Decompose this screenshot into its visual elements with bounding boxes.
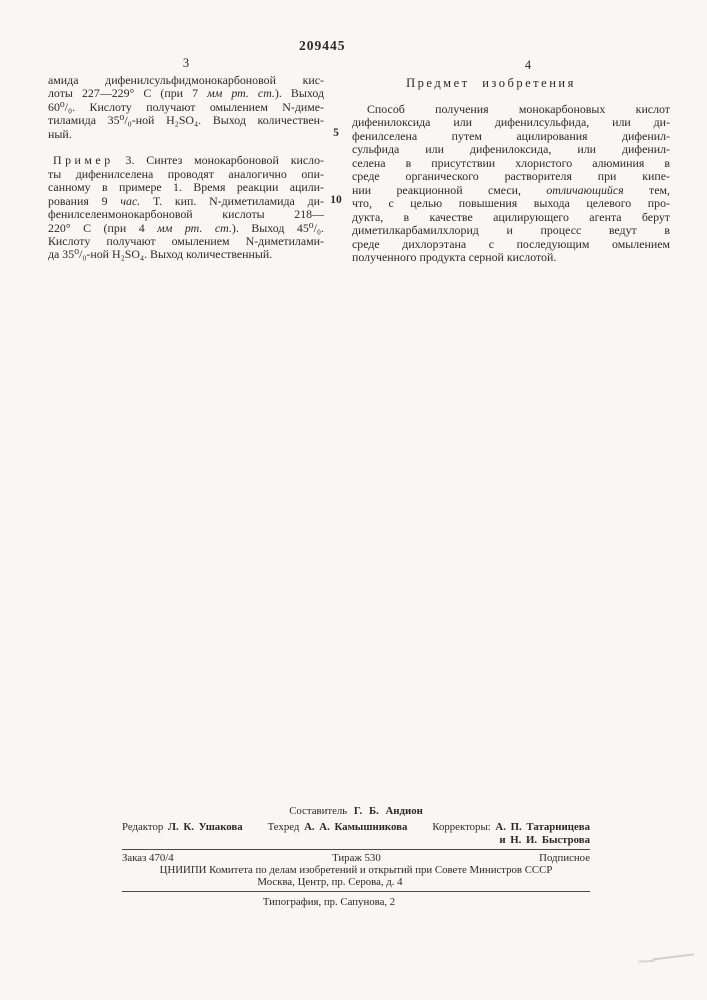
- text-line: [352, 130, 670, 143]
- text-segment: ). Выход: [274, 86, 324, 101]
- text-segment: сульфида или дифенилоксида, или дифенил-: [352, 142, 670, 157]
- footer-rule-top: [122, 849, 590, 850]
- publisher-line-1: ЦНИИПИ Комитета по делам изобретений и открытий при Совете Министров СССР: [159, 864, 553, 877]
- text-line: [48, 208, 324, 221]
- text-line: [48, 235, 324, 248]
- right-column-page-number: 4: [524, 58, 532, 72]
- text-segment: отличающийся: [546, 182, 624, 197]
- text-segment: 220° С (при 4: [48, 220, 158, 235]
- text-segment: среде дихлорэтана с последующим омылением: [352, 236, 670, 251]
- patent-number: 209445: [299, 38, 346, 53]
- publisher-line-2: Москва, Центр, пр. Серова, д. 4: [257, 876, 403, 889]
- order-number: Заказ 470/4: [122, 851, 174, 864]
- text-line: [352, 184, 670, 197]
- text-line: [48, 154, 324, 167]
- text-segment: Пример: [53, 153, 114, 168]
- text-segment: тем,: [623, 182, 670, 197]
- text-segment: лоты 227—229° С (при 7: [48, 86, 208, 101]
- techred-credit: [268, 821, 408, 833]
- techred-label: Техред: [267, 821, 300, 834]
- editor-name: Л. К. Ушакова: [167, 821, 243, 834]
- text-line: [352, 116, 670, 129]
- text-segment: санному в примере 1. Время реакции ацили-: [48, 180, 324, 195]
- paragraph: [48, 154, 324, 262]
- correctors-name-2: и Н. И. Быстрова: [499, 833, 590, 846]
- text-line: [352, 157, 670, 170]
- line-number-5: 5: [333, 127, 339, 139]
- text-line: [352, 197, 670, 210]
- text-segment: мм рт. ст.: [207, 86, 275, 101]
- editor-label: Редактор: [122, 821, 164, 834]
- text-segment: нии реакционной смеси,: [352, 182, 547, 197]
- text-line: [352, 211, 670, 224]
- text-line: [48, 87, 324, 100]
- order-row: [122, 852, 590, 864]
- text-segment: 60⁰/₀. Кислоту получают омылением N-диме-: [48, 99, 324, 114]
- right-column: [352, 58, 670, 264]
- compiler-label: Составитель: [289, 805, 348, 817]
- text-line: [352, 103, 670, 116]
- imprint-footer: [122, 805, 590, 908]
- text-line: [48, 101, 324, 114]
- left-column-page-number: 3: [182, 56, 190, 70]
- text-segment: Кислоту получают омылением N-диметилами-: [48, 233, 324, 248]
- paragraph: [352, 103, 670, 264]
- editor-credit: [122, 821, 243, 833]
- text-segment: рования 9: [48, 193, 121, 208]
- text-segment: что, с целью повышения выхода целевого про-: [352, 196, 670, 211]
- text-line: [48, 114, 324, 127]
- text-segment: амида дифенилсульфидмонокарбоновой кис-: [48, 73, 324, 87]
- text-segment: дукта, в качестве ацилирующего агента берут: [352, 209, 670, 224]
- left-column: [48, 56, 324, 262]
- left-column-text: [48, 74, 324, 262]
- line-number-10: 10: [330, 194, 342, 206]
- claims-heading: Предмет изобретения: [406, 76, 576, 90]
- text-line: [48, 195, 324, 208]
- text-segment: среде органического растворителя при кипе-: [352, 169, 670, 184]
- text-segment: ты дифенилселена проводят аналогично опи-: [48, 166, 324, 181]
- text-segment: фенилселена путем ацилирования дифенил-: [352, 128, 670, 143]
- editors-credit-row: [122, 821, 590, 833]
- correctors-credit: [432, 821, 590, 833]
- text-segment: 3. Синтез монокарбоновой кисло-: [113, 153, 324, 168]
- text-line: [352, 251, 670, 264]
- text-line: [352, 143, 670, 156]
- paragraph: [48, 74, 324, 141]
- text-segment: час.: [120, 193, 141, 208]
- text-segment: селена в присутствии хлористого алюминия в: [352, 155, 670, 170]
- text-segment: ный.: [48, 126, 72, 141]
- correctors-label: Корректоры:: [432, 821, 491, 834]
- text-line: [48, 128, 324, 141]
- text-line: [48, 181, 324, 194]
- printing-house: Типография, пр. Сапунова, 2: [262, 895, 396, 908]
- correctors-name: А. П. Татарницева: [495, 821, 590, 834]
- compiler-name: Г. Б. Андион: [353, 805, 423, 817]
- text-line: [48, 74, 324, 87]
- compiler-credit: [122, 805, 590, 817]
- circulation: Тираж 530: [332, 851, 381, 864]
- footer-rule-bottom: [122, 891, 590, 892]
- right-column-text: [352, 103, 670, 264]
- text-segment: Способ получения монокарбоновых кислот: [367, 102, 670, 116]
- text-segment: тиламида 35⁰/₀-ной H₂SO₄. Выход количествен-: [48, 113, 324, 128]
- text-segment: дифенилоксида или дифенилсульфида, или ди-: [352, 115, 670, 130]
- text-segment: мм рт. ст.: [157, 220, 232, 235]
- text-segment: да 35⁰/₀-ной H₂SO₄. Выход количественный.: [48, 247, 273, 262]
- text-segment: полученного продукта серной кислотой.: [352, 249, 557, 264]
- text-line: [48, 168, 324, 181]
- text-line: [352, 170, 670, 183]
- text-line: [48, 222, 324, 235]
- scan-artifact-mark: [652, 948, 695, 960]
- text-segment: фенилселенмонокарбоновой кислоты 218—: [48, 207, 324, 222]
- text-line: [352, 238, 670, 251]
- text-segment: Т. кип. N-диметиламида ди-: [140, 193, 324, 208]
- text-segment: диметилкарбамилхлорид и процесс ведут в: [352, 223, 670, 238]
- text-line: [352, 224, 670, 237]
- text-segment: ). Выход 45⁰/₀.: [231, 220, 324, 235]
- text-line: [48, 248, 324, 261]
- subscription-note: Подписное: [539, 851, 590, 864]
- techred-name: А. А. Камышникова: [304, 821, 408, 834]
